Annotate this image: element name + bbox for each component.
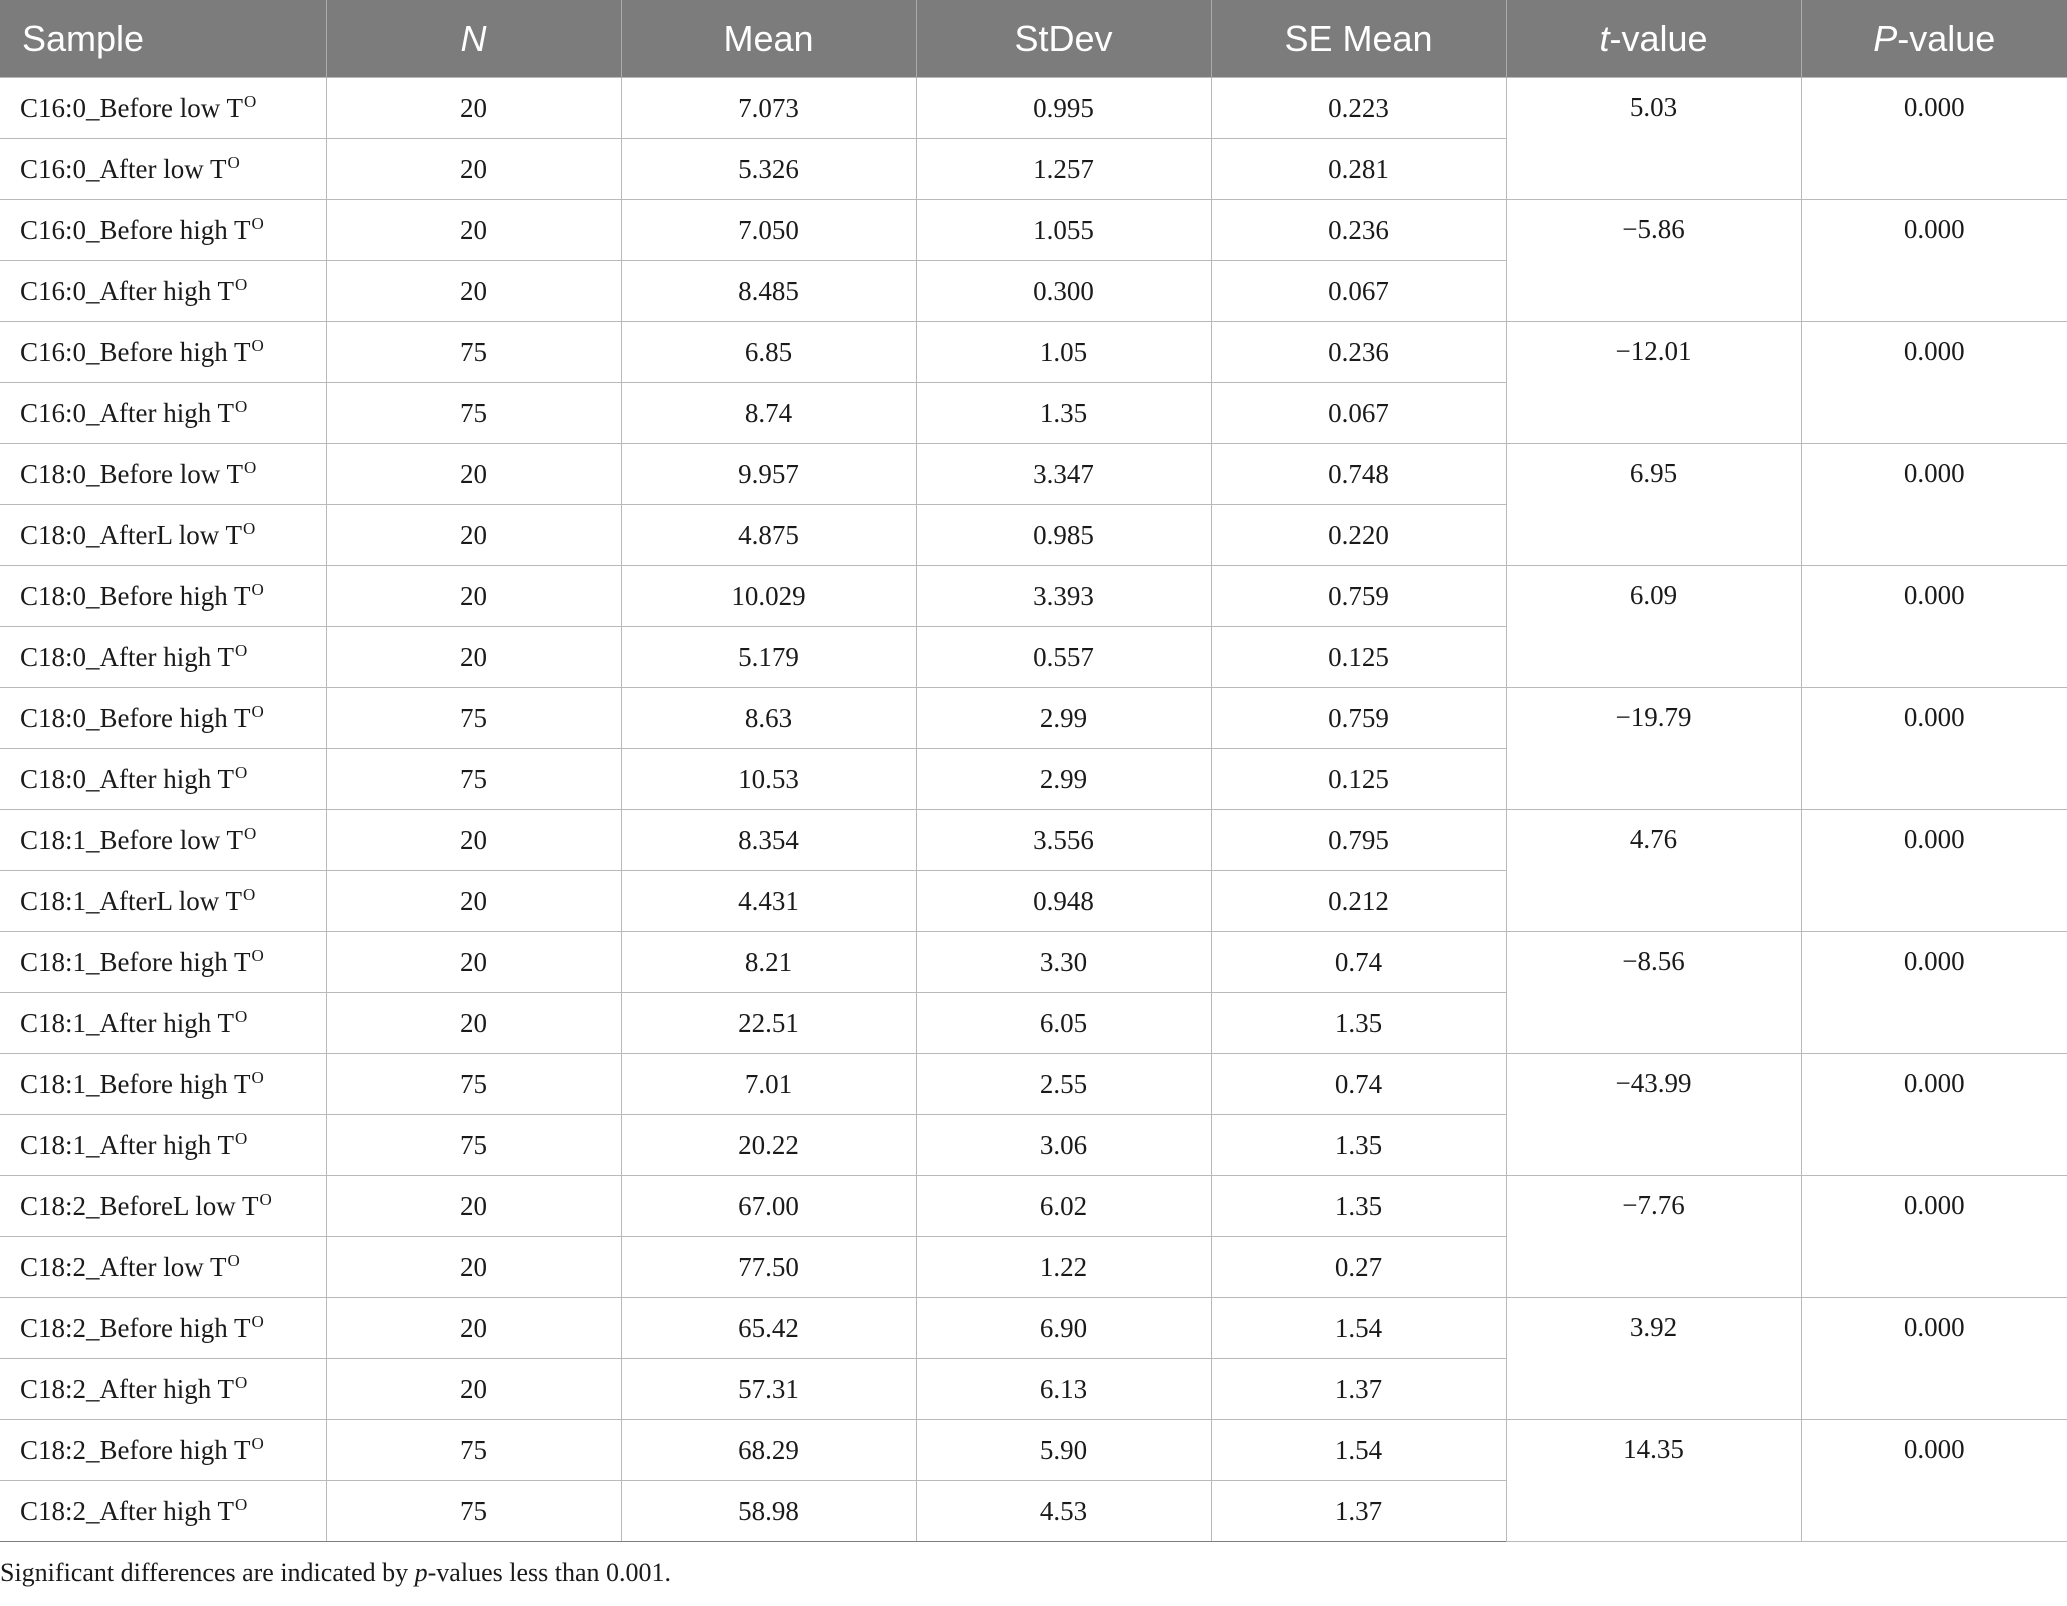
p-value-cell: 0.000	[1801, 200, 2067, 322]
p-value-cell: 0.000	[1801, 1420, 2067, 1542]
t-value-cell: −12.01	[1506, 322, 1801, 444]
sample-cell	[0, 871, 326, 932]
temperature-superscript: O	[243, 457, 257, 477]
sample-cell	[0, 749, 326, 810]
sample-cell	[0, 78, 326, 139]
table-row	[0, 78, 2067, 139]
temperature-superscript: O	[227, 152, 240, 172]
mean-cell: 8.63	[621, 688, 916, 749]
stdev-cell: 2.55	[916, 1054, 1211, 1115]
sample-cell	[0, 810, 326, 871]
sample-name: C18:1_Before low T	[20, 824, 243, 855]
header-t-value	[1506, 0, 1801, 78]
t-value-cell: −7.76	[1506, 1176, 1801, 1298]
stdev-cell: 3.393	[916, 566, 1211, 627]
stdev-cell: 6.90	[916, 1298, 1211, 1359]
mean-cell: 7.073	[621, 78, 916, 139]
stdev-cell: 3.556	[916, 810, 1211, 871]
p-value-cell: 0.000	[1801, 688, 2067, 810]
stdev-cell: 1.22	[916, 1237, 1211, 1298]
se-mean-cell: 0.212	[1211, 871, 1506, 932]
sample-cell	[0, 1359, 326, 1420]
sample-name: C18:1_Before high T	[20, 946, 251, 977]
temperature-superscript: O	[251, 335, 264, 355]
footnote-p-italic: p	[414, 1558, 428, 1587]
n-cell: 75	[326, 749, 621, 810]
sample-cell	[0, 1420, 326, 1481]
se-mean-cell: 0.281	[1211, 139, 1506, 200]
temperature-superscript: O	[227, 1250, 240, 1270]
mean-cell: 7.050	[621, 200, 916, 261]
sample-cell	[0, 1176, 326, 1237]
se-mean-cell: 0.067	[1211, 383, 1506, 444]
table-row	[0, 688, 2067, 749]
mean-cell: 68.29	[621, 1420, 916, 1481]
mean-cell: 57.31	[621, 1359, 916, 1420]
sample-name: C18:1_After high T	[20, 1129, 234, 1160]
se-mean-cell: 0.220	[1211, 505, 1506, 566]
n-cell: 20	[326, 566, 621, 627]
se-mean-cell: 0.125	[1211, 749, 1506, 810]
temperature-superscript: O	[243, 823, 257, 843]
p-value-cell: 0.000	[1801, 444, 2067, 566]
stdev-cell: 1.257	[916, 139, 1211, 200]
mean-cell: 20.22	[621, 1115, 916, 1176]
t-value-cell: 5.03	[1506, 78, 1801, 200]
temperature-superscript: O	[251, 579, 264, 599]
n-cell: 20	[326, 993, 621, 1054]
sample-name: C18:0_AfterL low T	[20, 519, 242, 550]
temperature-superscript: O	[259, 1189, 272, 1209]
mean-cell: 58.98	[621, 1481, 916, 1542]
stdev-cell: 0.557	[916, 627, 1211, 688]
footnote-text-start: Significant differences are indicated by	[0, 1558, 415, 1587]
sample-name: C18:0_After high T	[20, 763, 234, 794]
mean-cell: 4.431	[621, 871, 916, 932]
mean-cell: 8.485	[621, 261, 916, 322]
stdev-cell: 3.30	[916, 932, 1211, 993]
se-mean-cell: 0.067	[1211, 261, 1506, 322]
mean-cell: 5.326	[621, 139, 916, 200]
sample-name: C18:1_AfterL low T	[20, 885, 242, 916]
mean-cell: 22.51	[621, 993, 916, 1054]
t-value-cell: −43.99	[1506, 1054, 1801, 1176]
header-sample: Sample	[0, 0, 326, 78]
sample-name: C18:2_After low T	[20, 1251, 227, 1282]
table-footnote	[0, 1558, 671, 1588]
stdev-cell: 1.35	[916, 383, 1211, 444]
n-cell: 75	[326, 1481, 621, 1542]
se-mean-cell: 0.27	[1211, 1237, 1506, 1298]
stdev-cell: 4.53	[916, 1481, 1211, 1542]
n-cell: 20	[326, 1298, 621, 1359]
p-value-cell: 0.000	[1801, 932, 2067, 1054]
mean-cell: 8.354	[621, 810, 916, 871]
mean-cell: 77.50	[621, 1237, 916, 1298]
n-cell: 20	[326, 200, 621, 261]
sample-name: C18:0_Before low T	[20, 458, 243, 489]
se-mean-cell: 0.236	[1211, 322, 1506, 383]
mean-cell: 5.179	[621, 627, 916, 688]
mean-cell: 8.21	[621, 932, 916, 993]
p-value-cell: 0.000	[1801, 1176, 2067, 1298]
n-cell: 20	[326, 444, 621, 505]
temperature-superscript: O	[234, 1128, 248, 1148]
p-value-cell: 0.000	[1801, 1054, 2067, 1176]
n-cell: 20	[326, 261, 621, 322]
sample-cell	[0, 1298, 326, 1359]
stdev-cell: 3.06	[916, 1115, 1211, 1176]
mean-cell: 9.957	[621, 444, 916, 505]
temperature-superscript: O	[251, 213, 264, 233]
table-row	[0, 322, 2067, 383]
se-mean-cell: 0.223	[1211, 78, 1506, 139]
p-value-cell: 0.000	[1801, 566, 2067, 688]
n-cell: 20	[326, 139, 621, 200]
t-value-cell: 6.09	[1506, 566, 1801, 688]
se-mean-cell: 0.125	[1211, 627, 1506, 688]
sample-name: C18:1_After high T	[20, 1007, 234, 1038]
temperature-superscript: O	[234, 1372, 248, 1392]
stdev-cell: 6.13	[916, 1359, 1211, 1420]
se-mean-cell: 0.759	[1211, 688, 1506, 749]
stdev-cell: 0.948	[916, 871, 1211, 932]
n-cell: 75	[326, 383, 621, 444]
t-value-cell: 3.92	[1506, 1298, 1801, 1420]
sample-name: C18:0_Before high T	[20, 580, 251, 611]
mean-cell: 10.029	[621, 566, 916, 627]
n-cell: 75	[326, 688, 621, 749]
sample-name: C18:2_After high T	[20, 1495, 234, 1526]
stdev-cell: 6.02	[916, 1176, 1211, 1237]
sample-name: C18:2_After high T	[20, 1373, 234, 1404]
temperature-superscript: O	[234, 1006, 248, 1026]
sample-name: C16:0_After high T	[20, 397, 234, 428]
sample-cell	[0, 139, 326, 200]
n-cell: 20	[326, 810, 621, 871]
sample-name: C18:2_Before high T	[20, 1312, 251, 1343]
t-value-cell: 6.95	[1506, 444, 1801, 566]
n-cell: 20	[326, 627, 621, 688]
se-mean-cell: 1.37	[1211, 1481, 1506, 1542]
sample-name: C16:0_After high T	[20, 275, 234, 306]
sample-name: C16:0_Before high T	[20, 214, 251, 245]
sample-name: C18:1_Before high T	[20, 1068, 251, 1099]
temperature-superscript: O	[251, 701, 264, 721]
header-p-italic: P	[1873, 17, 1898, 59]
stdev-cell: 0.985	[916, 505, 1211, 566]
t-value-cell: 4.76	[1506, 810, 1801, 932]
se-mean-cell: 1.35	[1211, 1115, 1506, 1176]
sample-name: C18:0_After high T	[20, 641, 234, 672]
se-mean-cell: 0.236	[1211, 200, 1506, 261]
table-body	[0, 78, 2067, 1542]
table-row	[0, 200, 2067, 261]
sample-name: C16:0_Before high T	[20, 336, 251, 367]
stdev-cell: 1.05	[916, 322, 1211, 383]
p-value-cell: 0.000	[1801, 78, 2067, 200]
sample-cell	[0, 688, 326, 749]
table-row	[0, 932, 2067, 993]
sample-cell	[0, 993, 326, 1054]
p-value-cell: 0.000	[1801, 322, 2067, 444]
header-row	[0, 0, 2067, 78]
mean-cell: 7.01	[621, 1054, 916, 1115]
sample-name: C18:2_Before high T	[20, 1434, 251, 1465]
p-value-cell: 0.000	[1801, 810, 2067, 932]
stdev-cell: 6.05	[916, 993, 1211, 1054]
n-cell: 20	[326, 505, 621, 566]
n-cell: 20	[326, 871, 621, 932]
sample-cell	[0, 627, 326, 688]
temperature-superscript: O	[234, 1494, 248, 1514]
table-row	[0, 1054, 2067, 1115]
sample-cell	[0, 932, 326, 993]
stdev-cell: 3.347	[916, 444, 1211, 505]
temperature-superscript: O	[251, 1067, 264, 1087]
se-mean-cell: 0.74	[1211, 1054, 1506, 1115]
temperature-superscript: O	[243, 91, 257, 111]
sample-cell	[0, 1115, 326, 1176]
sample-name: C18:2_BeforeL low T	[20, 1190, 259, 1221]
sample-cell	[0, 1481, 326, 1542]
n-cell: 20	[326, 1176, 621, 1237]
n-cell: 20	[326, 1359, 621, 1420]
t-value-cell: −8.56	[1506, 932, 1801, 1054]
mean-cell: 6.85	[621, 322, 916, 383]
p-value-cell: 0.000	[1801, 1298, 2067, 1420]
header-t-italic: t	[1599, 17, 1610, 59]
se-mean-cell: 0.74	[1211, 932, 1506, 993]
table-row	[0, 810, 2067, 871]
header-t-suffix: -value	[1609, 17, 1708, 59]
temperature-superscript: O	[251, 1311, 264, 1331]
se-mean-cell: 1.35	[1211, 1176, 1506, 1237]
sample-cell	[0, 505, 326, 566]
header-stdev: StDev	[916, 0, 1211, 78]
se-mean-cell: 0.759	[1211, 566, 1506, 627]
sample-cell	[0, 200, 326, 261]
sample-cell	[0, 1237, 326, 1298]
header-p-value	[1801, 0, 2067, 78]
se-mean-cell: 1.54	[1211, 1298, 1506, 1359]
mean-cell: 65.42	[621, 1298, 916, 1359]
sample-cell	[0, 383, 326, 444]
t-value-cell: 14.35	[1506, 1420, 1801, 1542]
sample-name: C16:0_Before low T	[20, 92, 243, 123]
header-n-label: N	[460, 17, 487, 59]
temperature-superscript: O	[234, 640, 248, 660]
n-cell: 75	[326, 1054, 621, 1115]
temperature-superscript: O	[242, 884, 256, 904]
n-cell: 20	[326, 1237, 621, 1298]
table-row	[0, 1176, 2067, 1237]
n-cell: 20	[326, 932, 621, 993]
stdev-cell: 5.90	[916, 1420, 1211, 1481]
header-mean: Mean	[621, 0, 916, 78]
header-se-mean: SE Mean	[1211, 0, 1506, 78]
mean-cell: 67.00	[621, 1176, 916, 1237]
sample-cell	[0, 261, 326, 322]
sample-name: C16:0_After low T	[20, 153, 227, 184]
stdev-cell: 0.995	[916, 78, 1211, 139]
header-n	[326, 0, 621, 78]
stdev-cell: 2.99	[916, 749, 1211, 810]
sample-cell	[0, 322, 326, 383]
table-row	[0, 566, 2067, 627]
se-mean-cell: 0.748	[1211, 444, 1506, 505]
se-mean-cell: 1.35	[1211, 993, 1506, 1054]
table-row	[0, 1420, 2067, 1481]
table-row	[0, 444, 2067, 505]
se-mean-cell: 0.795	[1211, 810, 1506, 871]
sample-cell	[0, 1054, 326, 1115]
table-row	[0, 1298, 2067, 1359]
temperature-superscript: O	[251, 945, 264, 965]
sample-cell	[0, 444, 326, 505]
mean-cell: 10.53	[621, 749, 916, 810]
header-p-suffix: -value	[1897, 17, 1996, 59]
stdev-cell: 2.99	[916, 688, 1211, 749]
t-value-cell: −5.86	[1506, 200, 1801, 322]
se-mean-cell: 1.54	[1211, 1420, 1506, 1481]
stdev-cell: 1.055	[916, 200, 1211, 261]
mean-cell: 4.875	[621, 505, 916, 566]
t-value-cell: −19.79	[1506, 688, 1801, 810]
n-cell: 75	[326, 322, 621, 383]
mean-cell: 8.74	[621, 383, 916, 444]
stdev-cell: 0.300	[916, 261, 1211, 322]
n-cell: 20	[326, 78, 621, 139]
sample-cell	[0, 566, 326, 627]
sample-name: C18:0_Before high T	[20, 702, 251, 733]
n-cell: 75	[326, 1420, 621, 1481]
se-mean-cell: 1.37	[1211, 1359, 1506, 1420]
n-cell: 75	[326, 1115, 621, 1176]
temperature-superscript: O	[242, 518, 256, 538]
footnote-text-end: -values less than 0.001.	[427, 1558, 671, 1587]
temperature-superscript: O	[234, 274, 248, 294]
temperature-superscript: O	[234, 762, 248, 782]
temperature-superscript: O	[251, 1433, 264, 1453]
temperature-superscript: O	[234, 396, 248, 416]
